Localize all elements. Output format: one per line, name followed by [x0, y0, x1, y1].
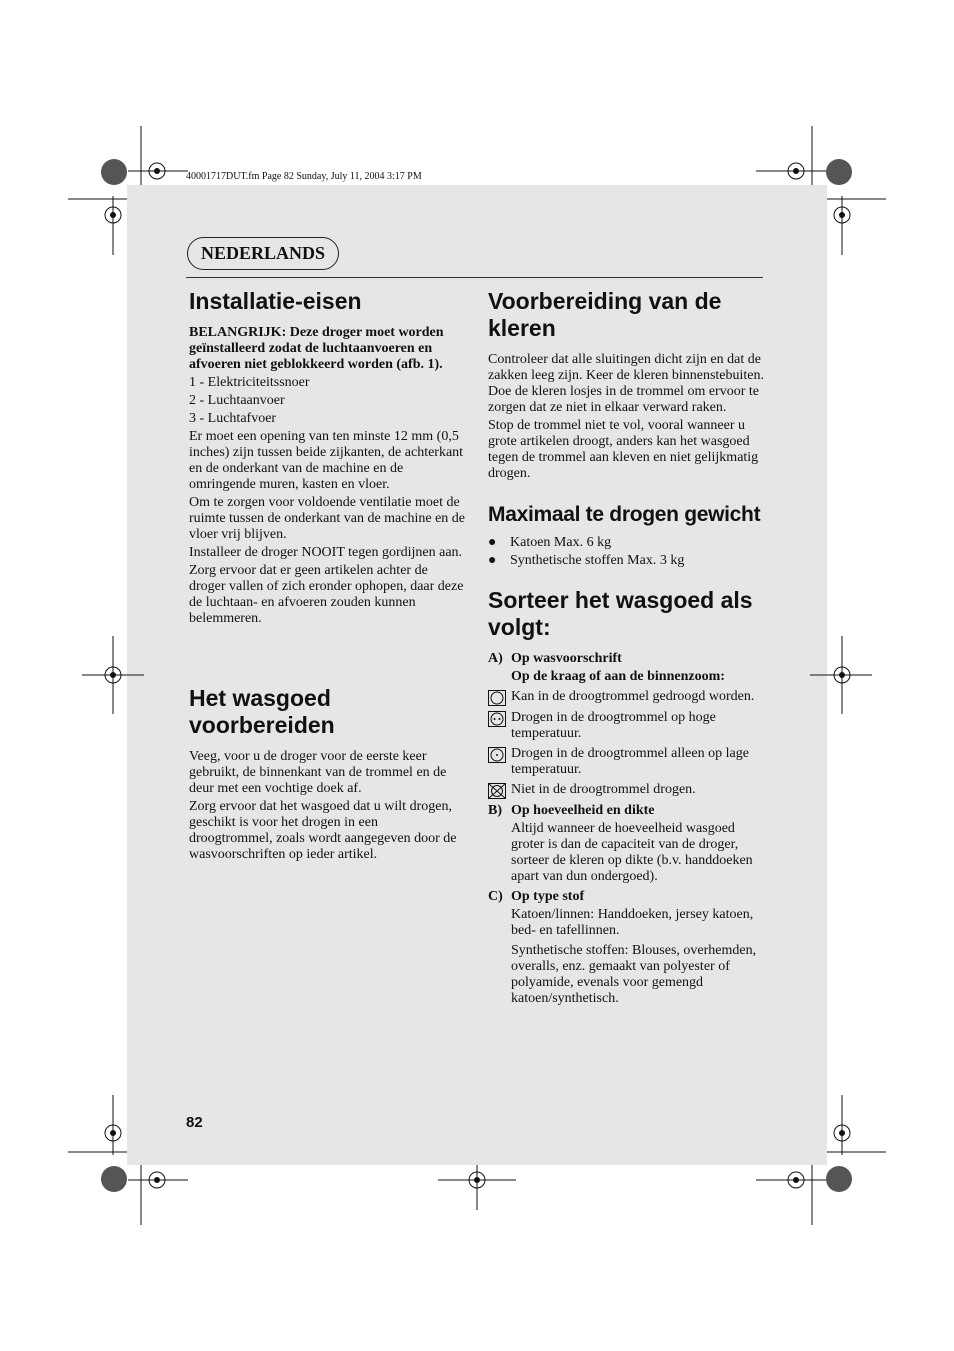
paragraph: Stop de trommel niet te vol, vooral wanneer u grote artikelen droogt, anders kan het wasgoed tegen de trommel aan kleven en niet gelijkmatig drogen.	[488, 418, 759, 481]
header-rule	[186, 277, 763, 278]
bullet-icon: ●	[488, 553, 497, 568]
language-badge: NEDERLANDS	[187, 237, 339, 270]
left-column	[189, 288, 465, 865]
criterion-subtitle: Op de kraag of aan de binnenzoom:	[511, 669, 725, 684]
sort-criterion-a	[488, 651, 764, 667]
bullet-icon: ●	[488, 535, 497, 550]
list-item: ● Katoen Max. 6 kg	[488, 535, 612, 550]
sort-criterion-c	[488, 889, 764, 905]
file-info-header: 40001717DUT.fm Page 82 Sunday, July 11, 2004 3:17 PM	[186, 171, 422, 182]
criterion-key: B)	[488, 803, 502, 818]
care-symbol-row: Niet in de droogtrommel drogen.	[488, 782, 764, 799]
section-title-wasgoed: Het wasgoed voorbereiden	[189, 685, 335, 738]
care-symbol-row: Drogen in de droogtrommel alleen op lage temperatuur.	[488, 746, 764, 778]
criterion-key: C)	[488, 889, 503, 904]
list-item: ● Synthetische stoffen Max. 3 kg	[488, 553, 685, 568]
important-note: BELANGRIJK: Deze droger moet worden geïnstalleerd zodat de luchtaanvoeren en afvoeren niet geblokkeerd worden (afb. 1).	[189, 325, 444, 372]
section-title-gewicht: Maximaal te drogen gewicht	[488, 503, 761, 526]
section-title-kleren: Voorbereiding van de kleren	[488, 288, 722, 341]
spacer	[488, 484, 764, 502]
criterion-key: A)	[488, 651, 503, 666]
criterion-title: Op type stof	[511, 889, 585, 904]
list-item: 3 - Luchtafvoer	[189, 411, 277, 426]
section-title-installatie: Installatie-eisen	[189, 288, 362, 314]
page-number: 82	[186, 1114, 203, 1131]
criterion-title: Op hoeveelheid en dikte	[511, 803, 655, 818]
spacer	[488, 571, 764, 587]
spacer	[189, 629, 465, 685]
paragraph: Installeer de droger NOOIT tegen gordijnen aan.	[189, 545, 463, 560]
right-column	[488, 288, 764, 1009]
list-item: 2 - Luchtaanvoer	[189, 393, 285, 408]
do-not-tumble-dry-icon	[488, 783, 506, 799]
section-title-sorteer: Sorteer het wasgoed als volgt:	[488, 587, 753, 640]
criterion-text: Altijd wanneer de hoeveelheid wasgoed groter is dan de capaciteit van de droger, sorteer de kleren op dikte (b.v. handdoeken apart van dun ondergoed).	[511, 821, 753, 884]
list-item: 1 - Elektriciteitssnoer	[189, 375, 310, 390]
tumble-dry-low-icon	[488, 747, 506, 763]
care-symbol-row: Kan in de droogtrommel gedroogd worden.	[488, 689, 764, 706]
paragraph: Zorg ervoor dat het wasgoed dat u wilt drogen, geschikt is voor het drogen in een droogtrommel, zoals wordt aangegeven door de wasvoorschriften op ieder artikel.	[189, 799, 457, 862]
paragraph: Veeg, voor u de droger voor de eerste keer gebruikt, de binnenkant van de trommel en de deur met een vochtige doek af.	[189, 749, 447, 796]
care-symbol-row: Drogen in de droogtrommel op hoge temperatuur.	[488, 710, 764, 742]
tumble-dry-icon	[488, 690, 506, 706]
criterion-text: Synthetische stoffen: Blouses, overhemden, overalls, enz. gemaakt van polyester of polyamide, evenals voor gemengd katoen/synthetisch.	[511, 943, 757, 1006]
paragraph: Er moet een opening van ten minste 12 mm (0,5 inches) zijn tussen beide zijkanten, de achterkant en de onderkant van de machine en de omringende muren, kasten en vloer.	[189, 429, 464, 492]
criterion-text: Katoen/linnen: Handdoeken, jersey katoen, bed- en tafellinnen.	[511, 907, 754, 938]
paragraph: Controleer dat alle sluitingen dicht zijn en dat de zakken leeg zijn. Keer de kleren binnenstebuiten. Doe de kleren losjes in de trommel om ervoor te zorgen dat ze niet in elkaar verward raken.	[488, 352, 764, 415]
paragraph: Om te zorgen voor voldoende ventilatie moet de ruimte tussen de onderkant van de machine en de vloer vrij blijven.	[189, 495, 466, 542]
criterion-title: Op wasvoorschrift	[511, 651, 622, 666]
sort-criterion-b	[488, 803, 764, 819]
paragraph: Zorg ervoor dat er geen artikelen achter de droger vallen of zich eronder ophopen, daar deze de luchtaan- en afvoeren zouden kunnen belemmeren.	[189, 563, 464, 626]
tumble-dry-high-icon	[488, 711, 506, 727]
